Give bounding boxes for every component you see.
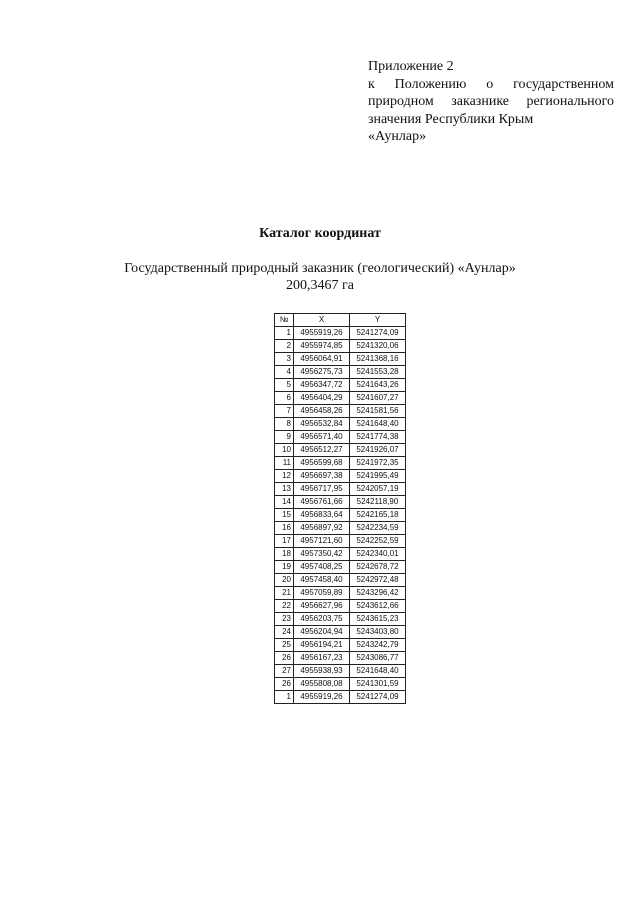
table-row: [275, 548, 406, 561]
table-row: [275, 600, 406, 613]
table-row: [275, 535, 406, 548]
y-coordinate-cell: 5243615,23: [350, 613, 406, 626]
row-number-cell: 25: [275, 639, 294, 652]
y-coordinate-cell: 5242678,72: [350, 561, 406, 574]
row-number-cell: 21: [275, 587, 294, 600]
y-coordinate-cell: 5242252,59: [350, 535, 406, 548]
row-number-cell: 2: [275, 340, 294, 353]
x-coordinate-cell: 4956833,64: [294, 509, 350, 522]
row-number-cell: 8: [275, 418, 294, 431]
x-coordinate-cell: 4957059,89: [294, 587, 350, 600]
y-coordinate-cell: 5242057,19: [350, 483, 406, 496]
row-number-cell: 23: [275, 613, 294, 626]
x-coordinate-cell: 4956897,92: [294, 522, 350, 535]
document-title: Каталог координат: [259, 226, 381, 241]
row-number-cell: 19: [275, 561, 294, 574]
x-coordinate-cell: 4956458,26: [294, 405, 350, 418]
y-coordinate-cell: 5241320,06: [350, 340, 406, 353]
x-coordinate-cell: 4957458,40: [294, 574, 350, 587]
column-header-y: Y: [350, 314, 406, 327]
row-number-cell: 3: [275, 353, 294, 366]
y-coordinate-cell: 5241553,28: [350, 366, 406, 379]
table-row: [275, 587, 406, 600]
y-coordinate-cell: 5241972,35: [350, 457, 406, 470]
x-coordinate-cell: 4956599,68: [294, 457, 350, 470]
row-number-cell: 22: [275, 600, 294, 613]
table-row: [275, 574, 406, 587]
row-number-cell: 20: [275, 574, 294, 587]
y-coordinate-cell: 5242972,48: [350, 574, 406, 587]
table-row: [275, 379, 406, 392]
table-row: [275, 522, 406, 535]
appendix-reference-line: «Аунлар»: [368, 129, 427, 144]
row-number-cell: 18: [275, 548, 294, 561]
table-row: [275, 353, 406, 366]
table-header-row: [275, 314, 406, 327]
table-row: [275, 327, 406, 340]
x-coordinate-cell: 4956627,96: [294, 600, 350, 613]
row-number-cell: 24: [275, 626, 294, 639]
x-coordinate-cell: 4956167,23: [294, 652, 350, 665]
x-coordinate-cell: 4955974,85: [294, 340, 350, 353]
appendix-reference-line: природном заказнике регионального: [368, 94, 614, 109]
reserve-name: Государственный природный заказник (геологический) «Аунлар»: [124, 261, 516, 276]
x-coordinate-cell: 4957350,42: [294, 548, 350, 561]
row-number-cell: 5: [275, 379, 294, 392]
x-coordinate-cell: 4956532,84: [294, 418, 350, 431]
table-row: [275, 613, 406, 626]
table-row: [275, 418, 406, 431]
row-number-cell: 1: [275, 691, 294, 704]
x-coordinate-cell: 4955808,08: [294, 678, 350, 691]
appendix-header: [368, 58, 614, 146]
y-coordinate-cell: 5242340,01: [350, 548, 406, 561]
row-number-cell: 7: [275, 405, 294, 418]
y-coordinate-cell: 5243296,42: [350, 587, 406, 600]
row-number-cell: 27: [275, 665, 294, 678]
row-number-cell: 9: [275, 431, 294, 444]
table-row: [275, 483, 406, 496]
x-coordinate-cell: 4956717,95: [294, 483, 350, 496]
y-coordinate-cell: 5241643,26: [350, 379, 406, 392]
table-row: [275, 470, 406, 483]
column-header-number: №: [275, 314, 294, 327]
y-coordinate-cell: 5241607,27: [350, 392, 406, 405]
y-coordinate-cell: 5243086,77: [350, 652, 406, 665]
x-coordinate-cell: 4957121,60: [294, 535, 350, 548]
table-row: [275, 665, 406, 678]
y-coordinate-cell: 5241926,07: [350, 444, 406, 457]
y-coordinate-cell: 5241274,09: [350, 327, 406, 340]
table-row: [275, 639, 406, 652]
row-number-cell: 11: [275, 457, 294, 470]
y-coordinate-cell: 5242118,90: [350, 496, 406, 509]
x-coordinate-cell: 4957408,25: [294, 561, 350, 574]
y-coordinate-cell: 5242234,59: [350, 522, 406, 535]
x-coordinate-cell: 4956404,29: [294, 392, 350, 405]
y-coordinate-cell: 5241368,16: [350, 353, 406, 366]
y-coordinate-cell: 5243242,79: [350, 639, 406, 652]
x-coordinate-cell: 4955938,93: [294, 665, 350, 678]
table-row: [275, 509, 406, 522]
row-number-cell: 26: [275, 652, 294, 665]
table-row: [275, 691, 406, 704]
coordinates-table: [274, 313, 406, 704]
appendix-reference-line: значения Республики Крым: [368, 111, 534, 127]
x-coordinate-cell: 4956203,75: [294, 613, 350, 626]
table-row: [275, 561, 406, 574]
y-coordinate-cell: 5243403,80: [350, 626, 406, 639]
row-number-cell: 16: [275, 522, 294, 535]
y-coordinate-cell: 5241648,40: [350, 418, 406, 431]
x-coordinate-cell: 4956347,72: [294, 379, 350, 392]
row-number-cell: 6: [275, 392, 294, 405]
appendix-reference-line: к Положению о государственном: [368, 76, 614, 92]
table-row: [275, 457, 406, 470]
row-number-cell: 13: [275, 483, 294, 496]
x-coordinate-cell: 4955919,26: [294, 691, 350, 704]
coordinates-table-body: [275, 327, 406, 704]
reserve-area: 200,3467 га: [286, 278, 354, 293]
row-number-cell: 12: [275, 470, 294, 483]
table-row: [275, 496, 406, 509]
y-coordinate-cell: 5243612,66: [350, 600, 406, 613]
row-number-cell: 1: [275, 327, 294, 340]
table-row: [275, 431, 406, 444]
table-row: [275, 652, 406, 665]
table-row: [275, 366, 406, 379]
x-coordinate-cell: 4956697,38: [294, 470, 350, 483]
x-coordinate-cell: 4955919,26: [294, 327, 350, 340]
x-coordinate-cell: 4956571,40: [294, 431, 350, 444]
row-number-cell: 17: [275, 535, 294, 548]
y-coordinate-cell: 5241274,09: [350, 691, 406, 704]
table-row: [275, 405, 406, 418]
table-row: [275, 340, 406, 353]
y-coordinate-cell: 5241995,49: [350, 470, 406, 483]
x-coordinate-cell: 4956512,27: [294, 444, 350, 457]
x-coordinate-cell: 4956204,94: [294, 626, 350, 639]
y-coordinate-cell: 5241301,59: [350, 678, 406, 691]
y-coordinate-cell: 5241774,38: [350, 431, 406, 444]
document-subtitle: [0, 260, 640, 294]
table-row: [275, 678, 406, 691]
row-number-cell: 14: [275, 496, 294, 509]
x-coordinate-cell: 4956275,73: [294, 366, 350, 379]
row-number-cell: 15: [275, 509, 294, 522]
column-header-x: X: [294, 314, 350, 327]
table-row: [275, 392, 406, 405]
table-row: [275, 626, 406, 639]
appendix-number: Приложение 2: [368, 59, 454, 74]
table-row: [275, 444, 406, 457]
row-number-cell: 10: [275, 444, 294, 457]
y-coordinate-cell: 5242165,18: [350, 509, 406, 522]
x-coordinate-cell: 4956761,66: [294, 496, 350, 509]
y-coordinate-cell: 5241648,40: [350, 665, 406, 678]
row-number-cell: 26: [275, 678, 294, 691]
x-coordinate-cell: 4956194,21: [294, 639, 350, 652]
y-coordinate-cell: 5241581,56: [350, 405, 406, 418]
x-coordinate-cell: 4956064,91: [294, 353, 350, 366]
row-number-cell: 4: [275, 366, 294, 379]
